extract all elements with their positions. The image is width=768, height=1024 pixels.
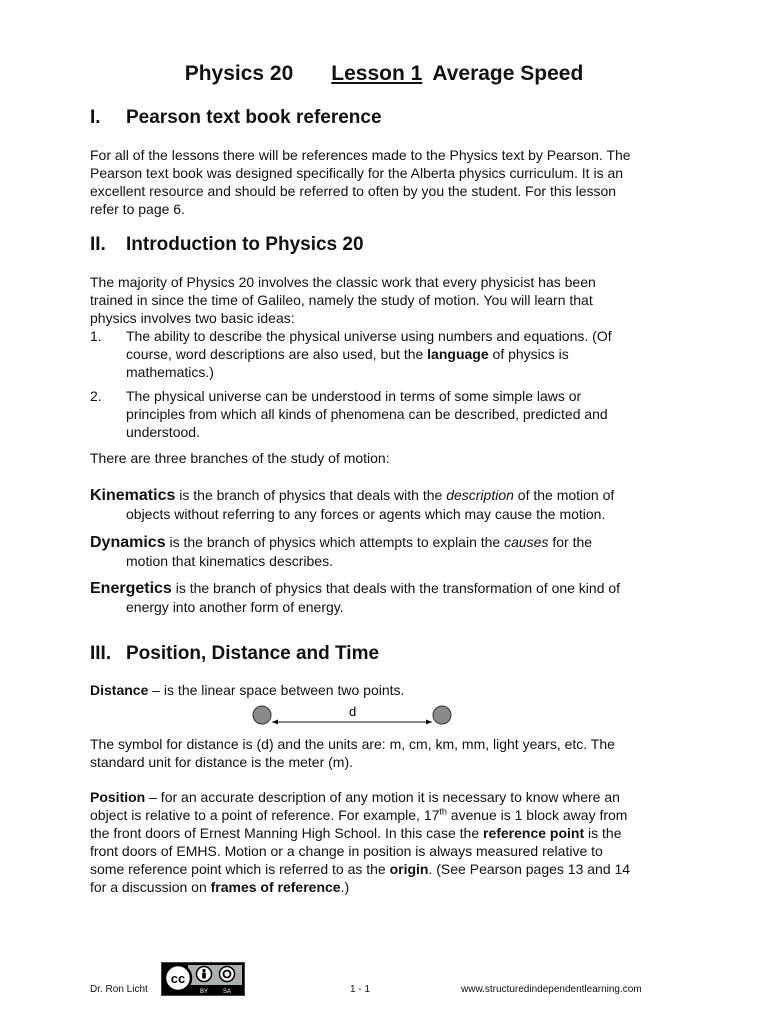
text-line: objects without referring to any forces or agents which may cause the motion. (126, 506, 606, 522)
by-person-head (202, 969, 205, 972)
footer-page-number: 1 - 1 (350, 984, 371, 995)
list-item-1 (90, 327, 690, 381)
bold-term: Position (90, 789, 146, 805)
point-a-circle (253, 706, 271, 724)
lesson-topic: Average Speed (432, 62, 584, 85)
text-run: of the motion of (513, 487, 615, 503)
text-line: physics involves two basic ideas: (90, 310, 295, 326)
course-name: Physics 20 (184, 62, 294, 85)
text-line (90, 806, 690, 824)
share-alike-icon (220, 967, 235, 982)
bold-term: language (427, 346, 489, 362)
distance-label: d (349, 704, 357, 719)
text-line (90, 860, 690, 878)
text-line: refer to page 6. (90, 201, 185, 217)
bold-term: reference point (483, 825, 585, 841)
text-run: object is relative to a point of reference. For example, 17 (90, 807, 440, 823)
text-run: for a discussion on (90, 879, 211, 895)
arrow-right-head (426, 720, 432, 725)
cc-logo-text: cc (170, 971, 186, 986)
superscript: th (439, 806, 447, 817)
distance-symbol-paragraph (90, 735, 690, 771)
by-person-body (202, 973, 206, 979)
text-run: is the branch of physics which attempts to explain the (165, 534, 505, 550)
section-3-heading (90, 643, 379, 665)
text-line (90, 878, 690, 896)
text-run: of physics is (488, 346, 569, 362)
text-line: For all of the lessons there will be references made to the Physics text by Pearson. The (90, 147, 631, 163)
text-run: . (See Pearson pages 13 and 14 (428, 861, 631, 877)
list-number: 2. (90, 388, 102, 404)
section-3-title: Position, Distance and Time (126, 643, 380, 664)
branches-intro: There are three branches of the study of motion: (90, 450, 390, 466)
text-run: for the (548, 534, 593, 550)
section-1-number: I. (90, 107, 101, 128)
kinematics-definition (90, 486, 690, 524)
arrow-left-head (272, 720, 278, 725)
text-line: understood. (126, 424, 200, 440)
section-2-heading (90, 234, 364, 256)
section-2-intro (90, 273, 690, 327)
text-run: course, word descriptions are also used, but the (126, 346, 428, 362)
text-run: some reference point which is referred to as the (90, 861, 390, 877)
text-line: Pearson text book was designed specifically for the Alberta physics curriculum. It is an (90, 165, 624, 181)
footer-website: www.structuredindependentlearning.com (461, 984, 642, 995)
text-line: trained in since the time of Galileo, namely the study of motion. You will learn that (90, 292, 593, 308)
text-line: excellent resource and should be referred to often by you the student. For this lesson (90, 183, 617, 199)
section-2-title: Introduction to Physics 20 (126, 234, 364, 255)
bold-term: frames of reference (210, 879, 341, 895)
distance-definition (90, 681, 690, 699)
text-line: motion that kinematics describes. (126, 553, 333, 569)
text-run: is the (584, 825, 622, 841)
text-run: avenue is 1 block away from (446, 807, 628, 823)
distance-diagram (248, 702, 458, 728)
section-1-paragraph (90, 146, 690, 218)
text-line: The ability to describe the physical universe using numbers and equations. (Of (126, 328, 612, 344)
term-energetics: Energetics (90, 580, 172, 597)
position-definition (90, 788, 690, 896)
text-line: mathematics.) (126, 364, 214, 380)
list-number: 1. (90, 328, 102, 344)
text-line (90, 824, 690, 842)
text-line: energy into another form of energy. (126, 599, 344, 615)
dynamics-definition (90, 533, 690, 571)
term-kinematics: Kinematics (90, 487, 176, 504)
text-line (126, 345, 690, 363)
text-run: is the branch of physics that deals with the transformation of one kind of (171, 580, 621, 596)
text-line: front doors of EMHS. Motion or a change in position is always measured relative to (90, 843, 603, 859)
section-3-number: III. (90, 643, 112, 664)
sa-label: SA (222, 989, 232, 995)
lesson-number: Lesson 1 (331, 62, 423, 85)
section-2-number: II. (90, 234, 106, 255)
text-line (90, 788, 690, 806)
point-b-circle (433, 706, 451, 724)
text-line: The physical universe can be understood in terms of some simple laws or (126, 388, 582, 404)
text-line: The majority of Physics 20 involves the classic work that every physicist has been (90, 274, 596, 290)
text-line: The symbol for distance is (d) and the units are: m, cm, km, mm, light years, etc. The (90, 736, 615, 752)
list-item-2 (90, 387, 690, 441)
section-1-title: Pearson text book reference (126, 107, 382, 128)
text-run: – is the linear space between two points. (148, 682, 405, 698)
text-run: the front doors of Ernest Manning High School. In this case the (90, 825, 483, 841)
footer-author: Dr. Ron Licht (90, 984, 148, 995)
emphasis: causes (504, 534, 549, 550)
text-run: – for an accurate description of any motion it is necessary to know where an (145, 789, 620, 805)
term-dynamics: Dynamics (90, 534, 166, 551)
text-line: principles from which all kinds of phenomena can be described, predicted and (126, 406, 608, 422)
emphasis: description (446, 487, 514, 503)
section-1-heading (90, 107, 382, 129)
bold-term: Distance (90, 682, 149, 698)
text-line: standard unit for distance is the meter (m). (90, 754, 353, 770)
page-title (0, 62, 768, 86)
bold-term: origin (389, 861, 429, 877)
creative-commons-badge (161, 962, 245, 996)
text-run: .) (340, 879, 350, 895)
text-run: is the branch of physics that deals with the (175, 487, 447, 503)
by-label: BY (199, 989, 209, 995)
energetics-definition (90, 579, 690, 617)
